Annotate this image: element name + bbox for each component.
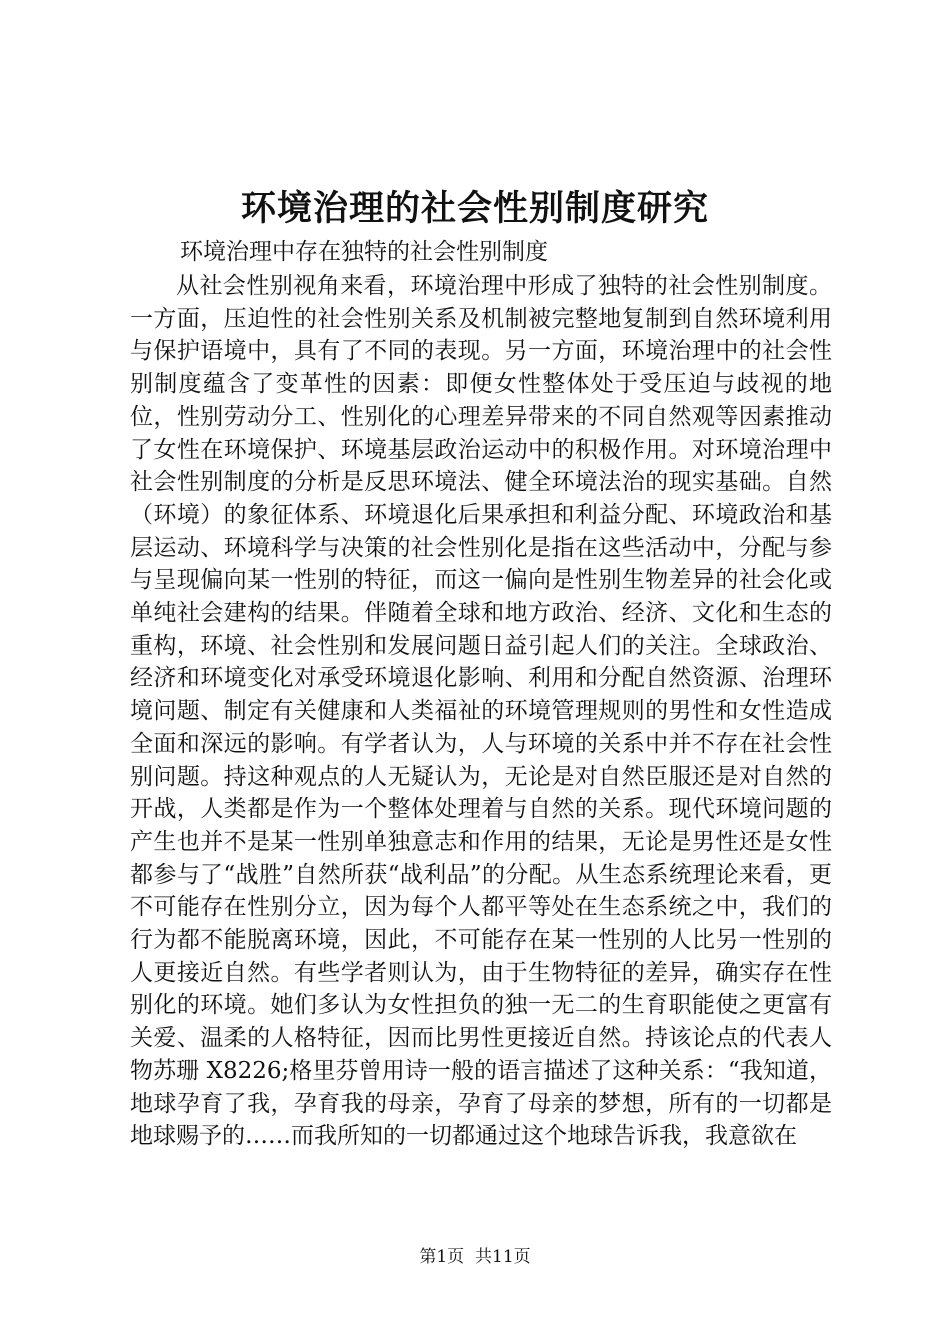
section-heading: 环境治理中存在独特的社会性别制度: [180, 239, 548, 265]
footer-separator: [464, 1247, 475, 1267]
page-total: 共11页: [475, 1247, 531, 1267]
page-number: 第1页: [419, 1247, 465, 1267]
page-footer: [0, 1245, 950, 1269]
body-paragraph: 从社会性别视角来看，环境治理中形成了独特的社会性别制度。一方面，压迫性的社会性别关系及机制被完整地复制到自然环境利用与保护语境中，具有了不同的表现。另一方面，环境治理中的社会性别制度蕴含了变革性的因素：即便女性整体处于受压迫与歧视的地位，性别劳动分工、性别化的心理差异带来的不同自然观等因素推动了女性在环境保护、环境基层政治运动中的积极作用。对环境治理中社会性别制度的分析是反思环境法、健全环境法治的现实基础。自然（环境）的象征体系、环境退化后果承担和利益分配、环境政治和基层运动、环境科学与决策的社会性别化是指在这些活动中，分配与参与呈现偏向某一性别的特征，而这一偏向是性别生物差异的社会化或单纯社会建构的结果。伴随着全球和地方政治、经济、文化和生态的重构，环境、社会性别和发展问题日益引起人们的关注。全球政治、经济和环境变化对承受环境退化影响、利用和分配自然资源、治理环境问题、制定有关健康和人类福祉的环境管理规则的男性和女性造成全面和深远的影响。有学者认为，人与环境的关系中并不存在社会性别问题。持这种观点的人无疑认为，无论是对自然臣服还是对自然的开战，人类都是作为一个整体处理着与自然的关系。现代环境问题的产生也并不是某一性别单独意志和作用的结果，无论是男性还是女性都参与了“战胜”自然所获“战利品”的分配。从生态系统理论来看，更不可能存在性别分立，因为每个人都平等处在生态系统之中，我们的行为都不能脱离环境，因此，不可能存在某一性别的人比另一性别的人更接近自然。有些学者则认为，由于生物特征的差异，确实存在性别化的环境。她们多认为女性担负的独一无二的生育职能使之更富有关爱、温柔的人格特征，因而比男性更接近自然。持该论点的代表人物苏珊 X8226;格里芬曾用诗一般的语言描述了这种关系：“我知道，地球孕育了我，孕育我的母亲，孕育了母亲的梦想，所有的一切都是地球赐予的……而我所知的一切都通过这个地球告诉我，我意欲在: [130, 273, 832, 1150]
document-title: 环境治理的社会性别制度研究: [240, 188, 709, 229]
